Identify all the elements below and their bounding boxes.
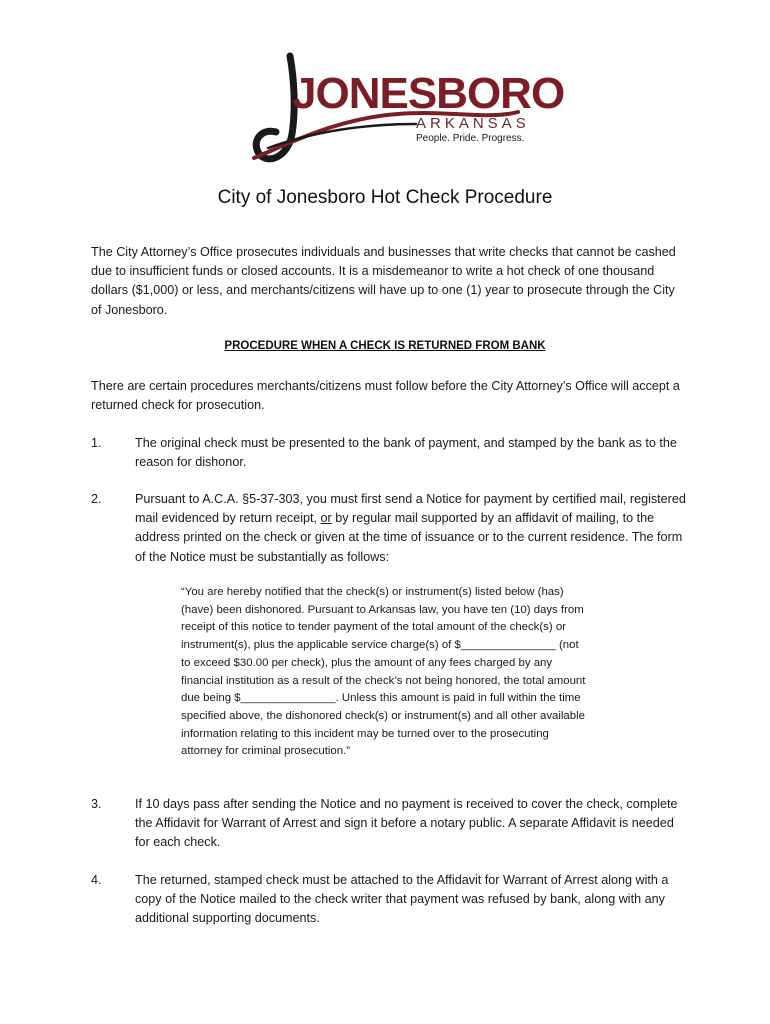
step-text-part: Pursuant to A.C.A. §5-37-303, you must first send a Notice for payment by certified mail, registered mail evidenced by return receipt,	[135, 492, 686, 526]
notice-quote: “You are hereby notified that the check(s) or instrument(s) listed below (has) (have) been dishonored. Pursuant to Arkansas law, you have ten (10) days from receipt of this notice to tender payment of the total amount of the check(s) or instrument(s), plus the applicable service charge(s) of $_______________ (not to exceed $30.00 per check), plus the amount of any fees charged by any financial institution as a result of the check’s not being honored, the total amount due being $_______________. Unless this amount is paid in full within the time specified above, the dishonored check(s) or instrument(s) and all other available information relating to this incident may be turned over to the prosecuting attorney for criminal prosecution.”	[181, 586, 586, 758]
step-text-part: by regular mail supported by an affidavit of mailing, to the address printed on the check or given at the time of issuance or to the current residence. The form of the Notice must be substantially as follows:	[135, 511, 683, 564]
step-text	[135, 490, 687, 567]
step-number: 4.	[91, 873, 102, 887]
logo-state-name: ARKANSAS	[416, 115, 530, 132]
step-number: 1.	[91, 436, 102, 450]
jonesboro-logo	[248, 48, 565, 170]
step-text-underlined: or	[320, 511, 332, 526]
step-text: The returned, stamped check must be attached to the Affidavit for Warrant of Arrest along with a copy of the Notice mailed to the check writer that payment was refused by bank, along with any additional supporting documents.	[135, 873, 669, 926]
intro-paragraph: The City Attorney’s Office prosecutes individuals and businesses that write checks that cannot be cashed due to insufficient funds or closed accounts. It is a misdemeanor to write a hot check of one thousand dollars ($1,000) or less, and merchants/citizens will have up to one (1) year to prosecute through the City of Jonesboro.	[91, 245, 676, 317]
logo-wordmark: JONESBORO	[292, 69, 565, 118]
step-number: 3.	[91, 797, 102, 811]
step-text: If 10 days pass after sending the Notice and no payment is received to cover the check, complete the Affidavit for Warrant of Arrest and sign it before a notary public. A separate Affidavit is needed for each check.	[135, 797, 678, 850]
logo-tagline: People. Pride. Progress.	[416, 133, 525, 144]
document-title: City of Jonesboro Hot Check Procedure	[217, 187, 553, 208]
step-text: The original check must be presented to the bank of payment, and stamped by the bank as to the reason for dishonor.	[135, 436, 677, 470]
lead-paragraph: There are certain procedures merchants/citizens must follow before the City Attorney’s Office will accept a returned check for prosecution.	[91, 379, 680, 413]
step-number: 2.	[91, 492, 102, 506]
section-heading: PROCEDURE WHEN A CHECK IS RETURNED FROM BANK	[224, 340, 546, 352]
